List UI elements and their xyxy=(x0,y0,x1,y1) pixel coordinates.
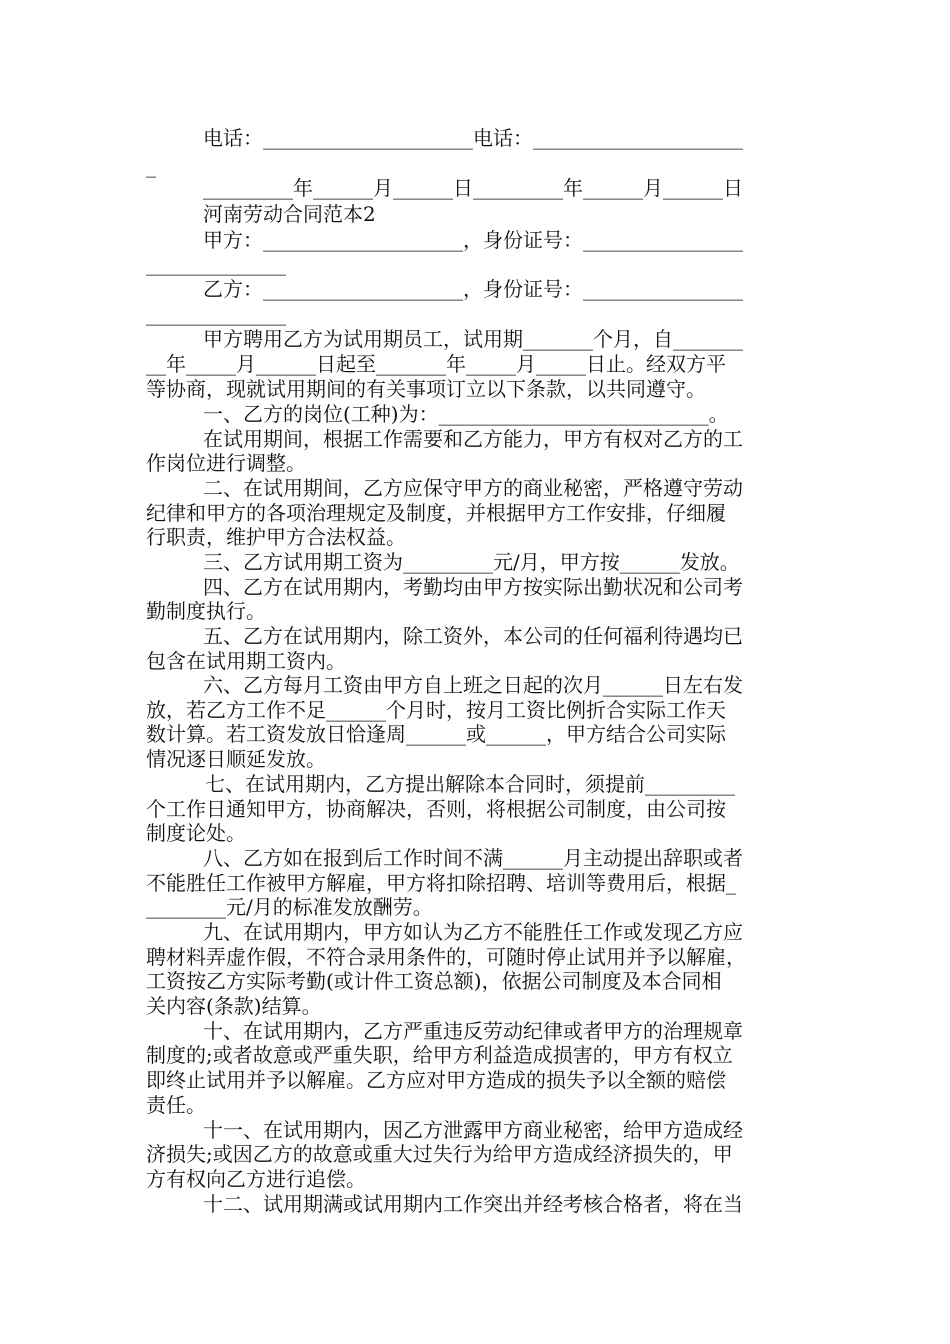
paragraph-line: 在试用期间，根据工作需要和乙方能力，甲方有权对乙方的工 xyxy=(203,427,743,451)
paragraph-line: 济损失;或因乙方的故意或重大过失行为给甲方造成经济损失的，甲 xyxy=(146,1142,733,1166)
party-a-line: 甲方：____________________，身份证号：________________ xyxy=(203,228,743,252)
clause-line: 五、乙方在试用期内，除工资外，本公司的任何福利待遇均已 xyxy=(203,624,743,648)
paragraph-line: 工资按乙方实际考勤(或计件工资总额)，依据公司制度及本合同相 xyxy=(146,969,722,993)
paragraph-line: 情况逐日顺延发放。 xyxy=(146,747,326,771)
paragraph-line: 包含在试用期工资内。 xyxy=(146,649,346,673)
paragraph-line: 关内容(条款)结算。 xyxy=(146,994,322,1018)
clause-line: 十、在试用期内，乙方严重违反劳动纪律或者甲方的治理规章 xyxy=(203,1019,743,1043)
paragraph-line: 即终止试用并予以解雇。乙方应对甲方造成的损失予以全额的赔偿 xyxy=(146,1068,726,1092)
paragraph-line: 等协商，现就试用期间的有关事项订立以下条款，以共同遵守。 xyxy=(146,377,706,401)
paragraph-line: 数计算。若工资发放日恰逢周______或______，甲方结合公司实际 xyxy=(146,722,726,746)
date-line: _________年______月______日_________年______月______日 xyxy=(203,176,743,200)
paragraph-line: 责任。 xyxy=(146,1093,206,1117)
paragraph-line: 制度的;或者故意或严重失职，给甲方利益造成损害的，甲方有权立 xyxy=(146,1043,733,1067)
clause-line: 四、乙方在试用期内，考勤均由甲方按实际出勤状况和公司考 xyxy=(203,575,743,599)
clause-line: 六、乙方每月工资由甲方自上班之日起的次月______日左右发 xyxy=(203,673,743,697)
text-line: ______________ xyxy=(146,252,286,276)
clause-line: 八、乙方如在报到后工作时间不满______月主动提出辞职或者 xyxy=(203,846,743,870)
paragraph-line: 纪律和甲方的各项治理规定及制度，并根据甲方工作安排，仔细履 xyxy=(146,501,726,525)
clause-line: 十二、试用期满或试用期内工作突出并经考核合格者，将在当 xyxy=(203,1192,743,1216)
clause-line: 一、乙方的岗位(工种)为：___________________________。 xyxy=(203,402,729,426)
paragraph-line: 聘材料弄虚作假，不符合录用条件的，可随时停止试用并予以解雇， xyxy=(146,945,746,969)
paragraph-line: ________元/月的标准发放酬劳。 xyxy=(146,895,433,919)
paragraph-line: 放，若乙方工作不足______个月时，按月工资比例折合实际工作天 xyxy=(146,698,726,722)
paragraph-line: 勤制度执行。 xyxy=(146,599,266,623)
text-line: ______________ xyxy=(146,302,286,326)
paragraph-line: 甲方聘用乙方为试用期员工，试用期_______个月，自_______ xyxy=(203,327,743,351)
clause-line: 七、在试用期内，乙方提出解除本合同时，须提前_________ xyxy=(205,772,735,796)
clause-line: 二、在试用期间，乙方应保守甲方的商业秘密，严格遵守劳动 xyxy=(203,476,743,500)
paragraph-line: 作岗位进行调整。 xyxy=(146,451,306,475)
paragraph-line: 行职责，维护甲方合法权益。 xyxy=(146,525,406,549)
clause-line: 十一、在试用期内，因乙方泄露甲方商业秘密，给甲方造成经 xyxy=(203,1118,743,1142)
phone-line: 电话：_____________________电话：_____________________ xyxy=(203,126,743,150)
paragraph-line: 不能胜任工作被甲方解雇，甲方将扣除招聘、培训等费用后，根据_ xyxy=(146,871,736,895)
paragraph-line: __年_____月______日起至_______年_____月_____日止。经双方平 xyxy=(146,352,726,376)
paragraph-line: 个工作日通知甲方，协商解决，否则，将根据公司制度，由公司按 xyxy=(146,797,726,821)
clause-line: 三、乙方试用期工资为_________元/月，甲方按______发放。 xyxy=(203,550,740,574)
text-line: _ xyxy=(146,154,156,178)
clause-line: 九、在试用期内，甲方如认为乙方不能胜任工作或发现乙方应 xyxy=(203,920,743,944)
paragraph-line: 制度论处。 xyxy=(146,821,246,845)
section-title: 河南劳动合同范本2 xyxy=(203,202,376,226)
party-b-line: 乙方：____________________，身份证号：________________ xyxy=(203,277,743,301)
paragraph-line: 方有权向乙方进行追偿。 xyxy=(146,1167,366,1191)
